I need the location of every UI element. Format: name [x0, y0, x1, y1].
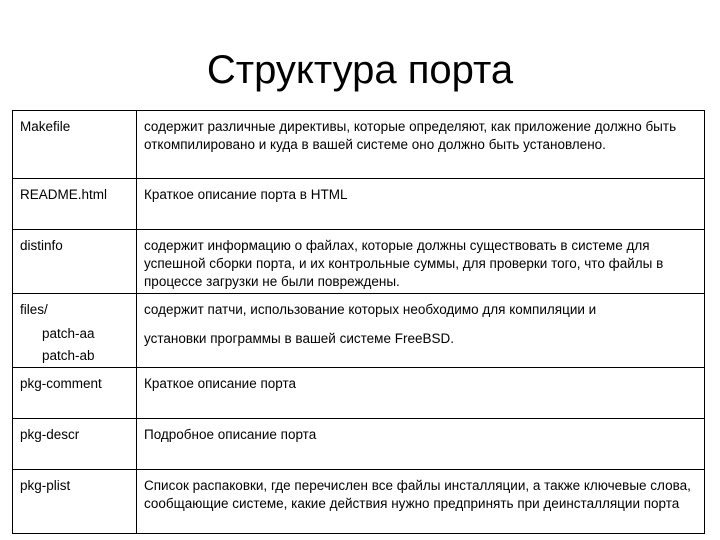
file-name-cell: pkg-plist	[13, 470, 137, 534]
file-description-cell: Краткое описание порта в HTML	[137, 179, 705, 230]
table-row-makefile	[13, 111, 705, 179]
file-name-cell: pkg-descr	[13, 419, 137, 470]
table-row-distinfo	[13, 230, 705, 294]
file-description-cell: Краткое описание порта	[137, 368, 705, 419]
file-name-cell	[13, 294, 137, 368]
file-description-cell: Список распаковки, где перечислен все файлы инсталляции, а также ключевые слова, сообщающие системе, какие действия нужно предпринять при деинсталляции порта	[137, 470, 705, 534]
folder-name: files/	[20, 302, 48, 317]
file-name-cell: Makefile	[13, 111, 137, 179]
patch-file-name: patch-aa	[42, 326, 95, 341]
table-row-pkg-comment	[13, 368, 705, 419]
description-line: содержит патчи, использование которых необходимо для компиляции и	[144, 302, 597, 317]
file-name-cell: distinfo	[13, 230, 137, 294]
file-description-cell: содержит информацию о файлах, которые должны существовать в системе для успешной сборки порта, и их контрольные суммы, для проверки того, что файлы в процессе загрузки не были повреждены.	[137, 230, 705, 294]
table-row-pkg-plist	[13, 470, 705, 534]
patch-file-name: patch-ab	[42, 348, 95, 363]
description-line: установки программы в вашей системе FreeBSD.	[144, 331, 454, 346]
file-description-cell: содержит различные директивы, которые определяют, как приложение должно быть откомпилировано и куда в вашей системе оно должно быть установлено.	[137, 111, 705, 179]
table-row-pkg-descr	[13, 419, 705, 470]
slide-title: Структура порта	[206, 48, 514, 92]
file-description-cell: Подробное описание порта	[137, 419, 705, 470]
port-structure-table	[12, 110, 705, 534]
table-row-files	[13, 294, 705, 368]
file-name-cell: README.html	[13, 179, 137, 230]
table-row-readme	[13, 179, 705, 230]
file-name-cell: pkg-comment	[13, 368, 137, 419]
file-description-cell	[137, 294, 705, 368]
